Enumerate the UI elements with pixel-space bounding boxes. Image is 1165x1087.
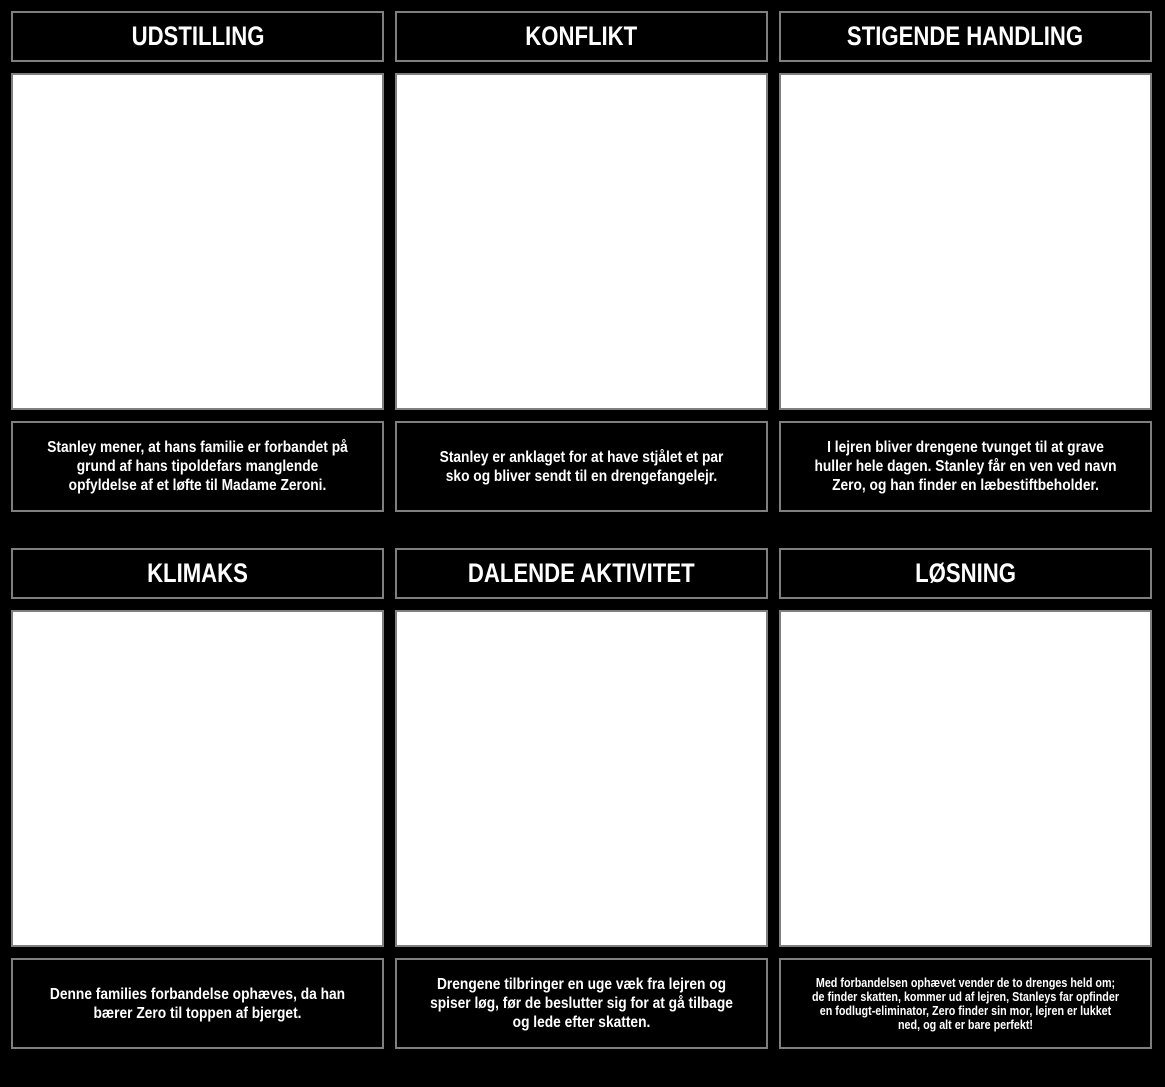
storyboard-row-2 [11,548,1153,1049]
caption-text: Denne families forbandelse ophæves, da han bærer Zero til toppen af bjerget. [49,985,346,1022]
caption-box [395,421,768,512]
cell-conflict [395,11,768,512]
caption-box [779,958,1152,1049]
cell-rising-action [779,11,1152,512]
storyboard-row-1 [11,11,1153,512]
cell-title-box [779,548,1152,599]
cell-title-box [11,548,384,599]
cell-title: DALENDE AKTIVITET [468,558,695,588]
cell-title: UDSTILLING [131,21,264,51]
cell-title-box [11,11,384,62]
caption-text: Drengene tilbringer en uge væk fra lejren og spiser løg, før de beslutter sig for at gå tilbage og lede efter skatten. [430,976,733,1031]
caption-text: Med forbandelsen ophævet vender de to drenges held om; de finder skatten, kommer ud af lejren, Stanleys far opfinder en fodlugt-eliminator, Zero finder sin mor, lejren er lukket ned, og alt er bare perfekt! [811,975,1120,1032]
cell-title: KLIMAKS [147,558,248,588]
cell-title: STIGENDE HANDLING [847,21,1084,51]
caption-box [11,421,384,512]
caption-box [395,958,768,1049]
cell-exposition [11,11,384,512]
cell-falling-action [395,548,768,1049]
image-panel[interactable] [779,610,1152,947]
cell-title: LØSNING [915,558,1016,588]
caption-box [779,421,1152,512]
image-panel[interactable] [395,73,768,410]
caption-text: I lejren bliver drengene tvunget til at grave huller hele dagen. Stanley får en ven ved navn Zero, og han finder en læbestiftbeholder. [814,439,1117,494]
caption-box [11,958,384,1049]
caption-text: Stanley mener, at hans familie er forbandet på grund af hans tipoldefars manglende opfyldelse af et løfte til Madame Zeroni. [47,439,348,494]
cell-title-box [395,11,768,62]
cell-title-box [779,11,1152,62]
cell-climax [11,548,384,1049]
cell-resolution [779,548,1152,1049]
image-panel[interactable] [779,73,1152,410]
storyboard-grid [11,11,1153,1049]
cell-title: KONFLIKT [525,21,638,51]
cell-title-box [395,548,768,599]
image-panel[interactable] [11,73,384,410]
image-panel[interactable] [395,610,768,947]
image-panel[interactable] [11,610,384,947]
caption-text: Stanley er anklaget for at have stjålet et par sko og bliver sendt til en drengefangelejr. [439,448,724,485]
